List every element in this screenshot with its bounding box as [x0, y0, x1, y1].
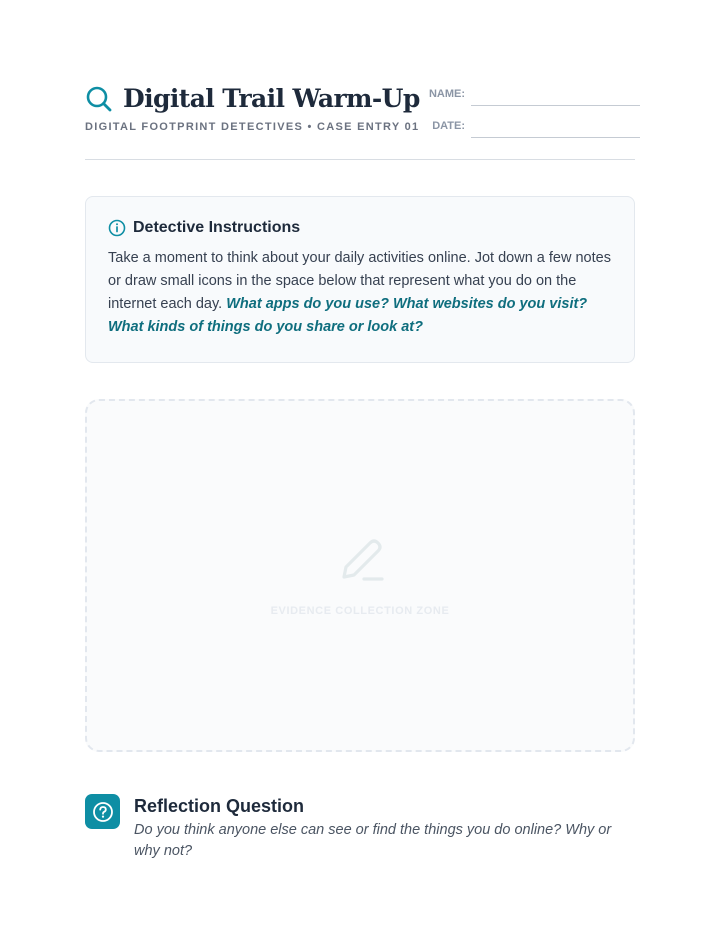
instructions-box	[85, 196, 635, 363]
reflection-title: Reflection Question	[134, 796, 305, 816]
question-icon	[92, 801, 114, 823]
instructions-questions: What apps do you use? What websites do you visit? What kinds of things do you share or look at?	[108, 296, 588, 335]
title-row	[85, 84, 420, 113]
info-icon	[108, 219, 126, 237]
evidence-collection-zone[interactable]	[85, 399, 635, 752]
question-badge	[85, 794, 120, 829]
page-subtitle: DIGITAL FOOTPRINT DETECTIVES • CASE ENTRY 01	[85, 121, 420, 133]
page-title: Digital Trail Warm-Up	[123, 84, 420, 113]
date-field	[423, 118, 640, 138]
worksheet-header	[85, 84, 635, 160]
date-input-line[interactable]	[471, 118, 640, 138]
reflection-question: Do you think anyone else can see or find the things you do online? Why or why not?	[134, 822, 612, 859]
date-label: DATE:	[432, 120, 465, 132]
instructions-text: Take a moment to think about your daily activities online. Jot down a few notes or draw small icons in the space below that represent what you do on the internet each day.	[108, 250, 611, 312]
search-icon	[85, 85, 113, 113]
name-label: NAME:	[428, 88, 465, 100]
evidence-zone-label: EVIDENCE COLLECTION ZONE	[270, 605, 450, 617]
name-field	[423, 86, 640, 106]
instructions-body	[108, 247, 612, 339]
instructions-title: Detective Instructions	[133, 219, 301, 236]
instructions-heading	[108, 219, 612, 237]
pencil-icon	[334, 531, 390, 587]
name-input-line[interactable]	[471, 86, 640, 106]
